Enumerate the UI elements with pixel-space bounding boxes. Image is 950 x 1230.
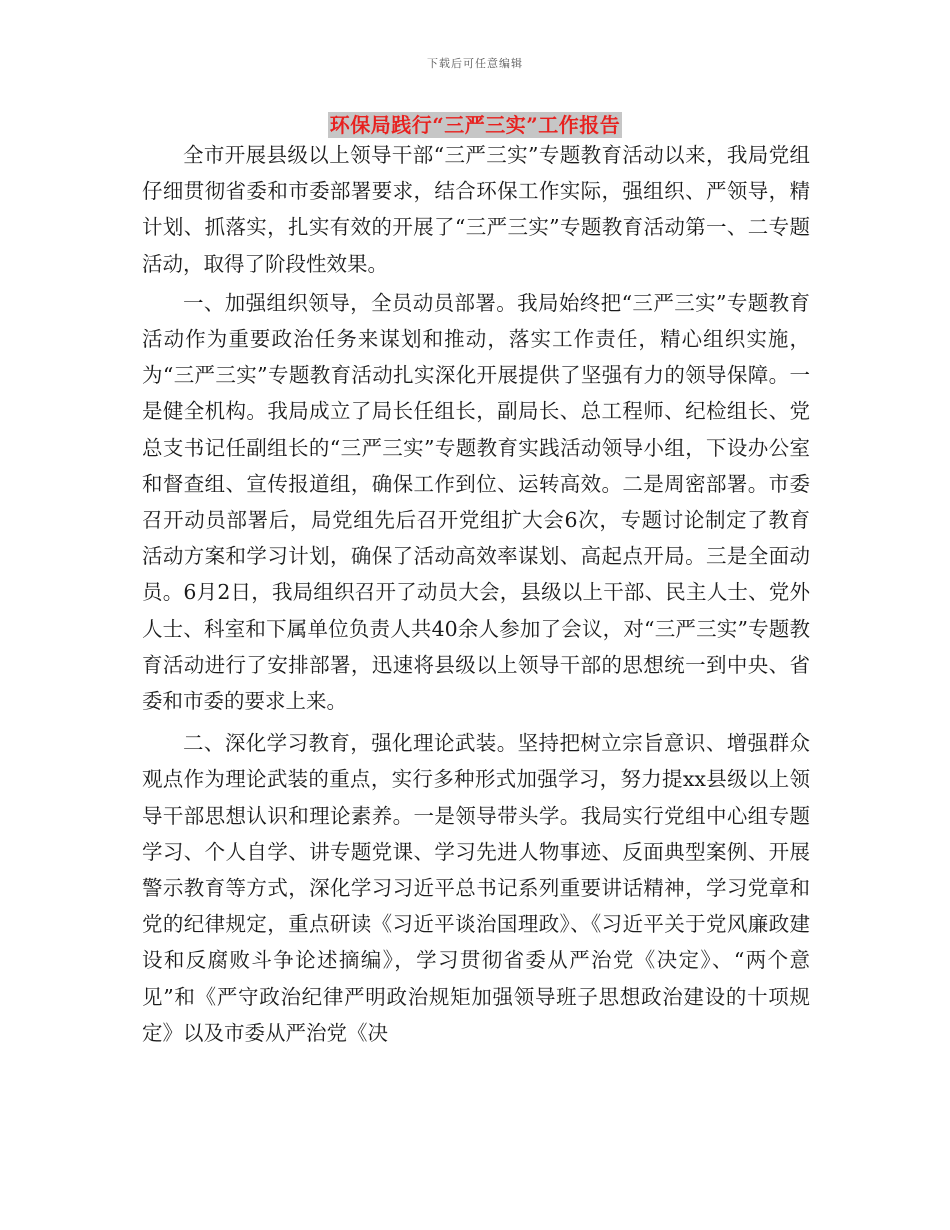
paragraph-intro: 全市开展县级以上领导干部“三严三实”专题教育活动以来，我局党组仔细贯彻省委和市委部署要求，结合环保工作实际，强组织、严领导，精计划、抓落实，扎实有效的开展了“三严三实”专题教育活动第一、二专题活动，取得了阶段性效果。 [142, 143, 810, 276]
document-title: 环保局践行“三严三实”工作报告 [329, 113, 621, 137]
header-note: 下载后可任意编辑 [427, 57, 523, 70]
paragraph-section-1: 一、加强组织领导，全员动员部署。我局始终把“三严三实”专题教育活动作为重要政治任务来谋划和推动，落实工作责任，精心组织实施，为“三严三实”专题教育活动扎实深化开展提供了坚强有力的领导保障。一是健全机构。我局成立了局长任组长，副局长、总工程师、纪检组长、党总支书记任副组长的“三严三实”专题教育实践活动领导小组，下设办公室和督查组、宣传报道组，确保工作到位、运转高效。二是周密部署。市委召开动员部署后，局党组先后召开党组扩大会6次，专题讨论制定了教育活动方案和学习计划，确保了活动高效率谋划、高起点开局。三是全面动员。6月2日，我局组织召开了动员大会，县级以上干部、民主人士、党外人士、科室和下属单位负责人共40余人参加了会议，对“三严三实”专题教育活动进行了安排部署，迅速将县级以上领导干部的思想统一到中央、省委和市委的要求上来。 [142, 290, 810, 714]
title-container [0, 112, 950, 138]
paragraph-section-2: 二、深化学习教育，强化理论武装。坚持把树立宗旨意识、增强群众观点作为理论武装的重点，实行多种形式加强学习，努力提xx县级以上领导干部思想认识和理论素养。一是领导带头学。我局实行党组中心组专题学习、个人自学、讲专题党课、学习先进人物事迹、反面典型案例、开展警示教育等方式，深化学习习近平总书记系列重要讲话精神，学习党章和党的纪律规定，重点研读《习近平谈治国理政》、《习近平关于党风廉政建设和反腐败斗争论述摘编》，学习贯彻省委从严治党《决定》、“两个意见”和《严守政治纪律严明政治规矩加强领导班子思想政治建设的十项规定》以及市委从严治党《决 [142, 731, 810, 1045]
document-body [142, 137, 810, 1051]
